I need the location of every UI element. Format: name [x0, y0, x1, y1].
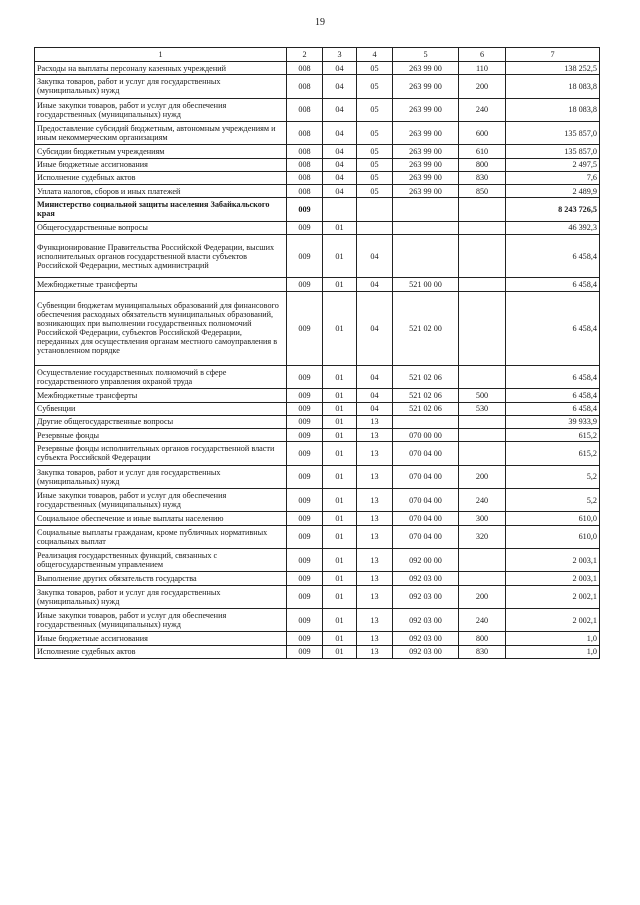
row-subsection-code: 13	[357, 429, 393, 442]
row-section-code: 01	[323, 512, 357, 525]
row-subsection-code: 13	[357, 548, 393, 571]
row-section-code: 04	[323, 184, 357, 197]
row-target-code: 263 99 00	[393, 75, 459, 98]
row-ministry-code: 008	[287, 184, 323, 197]
row-subsection-code: 13	[357, 632, 393, 645]
table-row	[35, 366, 600, 389]
row-amount: 2 003,1	[506, 572, 600, 585]
row-name: Выполнение других обязательств государства	[35, 572, 287, 585]
table-row	[35, 442, 600, 465]
row-ministry-code: 008	[287, 98, 323, 121]
table-row	[35, 234, 600, 278]
row-target-code: 521 02 00	[393, 291, 459, 365]
row-section-code: 01	[323, 645, 357, 658]
row-expense-type: 500	[459, 389, 506, 402]
row-target-code: 070 04 00	[393, 488, 459, 511]
row-target-code: 263 99 00	[393, 98, 459, 121]
budget-table	[34, 47, 600, 659]
row-ministry-code: 009	[287, 429, 323, 442]
row-section-code: 01	[323, 572, 357, 585]
row-ministry-code: 009	[287, 645, 323, 658]
table-row	[35, 121, 600, 144]
row-section-code: 01	[323, 608, 357, 631]
header-cell-7: 7	[506, 48, 600, 62]
table-row	[35, 632, 600, 645]
row-subsection-code	[357, 221, 393, 234]
row-amount: 6 458,4	[506, 278, 600, 291]
row-section-code: 04	[323, 171, 357, 184]
row-ministry-code: 009	[287, 442, 323, 465]
row-name: Другие общегосударственные вопросы	[35, 415, 287, 428]
row-subsection-code: 05	[357, 145, 393, 158]
row-amount: 1,0	[506, 645, 600, 658]
row-subsection-code: 05	[357, 98, 393, 121]
row-amount: 18 083,8	[506, 98, 600, 121]
row-section-code: 01	[323, 525, 357, 548]
row-target-code	[393, 234, 459, 278]
row-target-code: 263 99 00	[393, 171, 459, 184]
row-ministry-code: 009	[287, 572, 323, 585]
row-section-code: 01	[323, 415, 357, 428]
row-expense-type	[459, 415, 506, 428]
row-name: Министерство социальной защиты населения Забайкальского края	[35, 198, 287, 221]
row-name: Субвенции	[35, 402, 287, 415]
row-ministry-code: 008	[287, 158, 323, 171]
row-expense-type: 200	[459, 465, 506, 488]
row-target-code	[393, 415, 459, 428]
table-row	[35, 98, 600, 121]
row-name: Реализация государственных функций, связанных с общегосударственным управлением	[35, 548, 287, 571]
row-amount: 2 489,9	[506, 184, 600, 197]
row-expense-type: 610	[459, 145, 506, 158]
row-expense-type	[459, 291, 506, 365]
row-section-code: 01	[323, 548, 357, 571]
row-target-code: 263 99 00	[393, 184, 459, 197]
row-target-code: 070 04 00	[393, 442, 459, 465]
row-section-code: 04	[323, 98, 357, 121]
row-ministry-code: 009	[287, 198, 323, 221]
table-row	[35, 184, 600, 197]
row-amount: 39 933,9	[506, 415, 600, 428]
row-amount: 6 458,4	[506, 389, 600, 402]
row-target-code	[393, 221, 459, 234]
row-expense-type: 800	[459, 632, 506, 645]
row-ministry-code: 009	[287, 415, 323, 428]
row-amount: 5,2	[506, 465, 600, 488]
row-ministry-code: 009	[287, 525, 323, 548]
row-subsection-code: 13	[357, 645, 393, 658]
row-name: Закупка товаров, работ и услуг для государственных (муниципальных) нужд	[35, 465, 287, 488]
row-ministry-code: 009	[287, 512, 323, 525]
row-section-code: 04	[323, 145, 357, 158]
row-target-code: 092 03 00	[393, 585, 459, 608]
row-subsection-code: 05	[357, 62, 393, 75]
row-target-code: 521 02 06	[393, 366, 459, 389]
row-subsection-code: 05	[357, 75, 393, 98]
row-section-code	[323, 198, 357, 221]
row-name: Иные закупки товаров, работ и услуг для обеспечения государственных (муниципальных) нужд	[35, 488, 287, 511]
row-name: Резервные фонды	[35, 429, 287, 442]
row-section-code: 01	[323, 402, 357, 415]
row-amount: 6 458,4	[506, 234, 600, 278]
table-row	[35, 402, 600, 415]
row-expense-type: 200	[459, 585, 506, 608]
row-amount: 138 252,5	[506, 62, 600, 75]
row-expense-type	[459, 278, 506, 291]
row-name: Закупка товаров, работ и услуг для государственных (муниципальных) нужд	[35, 75, 287, 98]
row-name: Иные закупки товаров, работ и услуг для обеспечения государственных (муниципальных) нужд	[35, 608, 287, 631]
row-section-code: 01	[323, 442, 357, 465]
row-subsection-code: 13	[357, 512, 393, 525]
row-amount: 2 002,1	[506, 608, 600, 631]
row-expense-type: 830	[459, 645, 506, 658]
row-name: Функционирование Правительства Российской Федерации, высших исполнительных органов государственной власти субъектов Российской Федерации, местных администраций	[35, 234, 287, 278]
row-ministry-code: 008	[287, 75, 323, 98]
row-subsection-code	[357, 198, 393, 221]
table-row	[35, 512, 600, 525]
table-row	[35, 171, 600, 184]
row-expense-type: 320	[459, 525, 506, 548]
row-expense-type: 240	[459, 488, 506, 511]
row-subsection-code: 04	[357, 291, 393, 365]
row-subsection-code: 13	[357, 585, 393, 608]
row-section-code: 01	[323, 234, 357, 278]
header-row	[35, 48, 600, 62]
row-amount: 6 458,4	[506, 366, 600, 389]
header-cell-2: 2	[287, 48, 323, 62]
row-section-code: 01	[323, 429, 357, 442]
row-target-code: 521 00 00	[393, 278, 459, 291]
row-subsection-code: 13	[357, 525, 393, 548]
row-expense-type	[459, 572, 506, 585]
row-target-code: 263 99 00	[393, 145, 459, 158]
row-expense-type	[459, 234, 506, 278]
row-name: Иные бюджетные ассигнования	[35, 158, 287, 171]
row-name: Иные бюджетные ассигнования	[35, 632, 287, 645]
row-amount: 5,2	[506, 488, 600, 511]
row-name: Межбюджетные трансферты	[35, 389, 287, 402]
table-row	[35, 525, 600, 548]
row-section-code: 01	[323, 488, 357, 511]
table-row	[35, 488, 600, 511]
row-expense-type	[459, 366, 506, 389]
table-row	[35, 389, 600, 402]
table-row	[35, 585, 600, 608]
row-expense-type: 240	[459, 98, 506, 121]
row-ministry-code: 009	[287, 221, 323, 234]
row-target-code: 092 03 00	[393, 645, 459, 658]
row-amount: 1,0	[506, 632, 600, 645]
header-cell-4: 4	[357, 48, 393, 62]
row-subsection-code: 04	[357, 402, 393, 415]
row-target-code: 092 03 00	[393, 572, 459, 585]
row-ministry-code: 008	[287, 145, 323, 158]
row-section-code: 04	[323, 121, 357, 144]
row-ministry-code: 009	[287, 389, 323, 402]
row-subsection-code: 04	[357, 389, 393, 402]
row-expense-type: 850	[459, 184, 506, 197]
row-section-code: 01	[323, 465, 357, 488]
row-ministry-code: 008	[287, 121, 323, 144]
row-name: Предоставление субсидий бюджетным, автономным учреждениям и иным некоммерческим организациям	[35, 121, 287, 144]
row-section-code: 01	[323, 291, 357, 365]
table-row	[35, 548, 600, 571]
row-target-code: 263 99 00	[393, 62, 459, 75]
row-name: Общегосударственные вопросы	[35, 221, 287, 234]
row-amount: 2 497,5	[506, 158, 600, 171]
row-ministry-code: 009	[287, 366, 323, 389]
row-subsection-code: 05	[357, 184, 393, 197]
row-expense-type	[459, 429, 506, 442]
row-name: Исполнение судебных актов	[35, 645, 287, 658]
row-amount: 6 458,4	[506, 291, 600, 365]
row-ministry-code: 009	[287, 278, 323, 291]
row-expense-type: 110	[459, 62, 506, 75]
row-name: Субсидии бюджетным учреждениям	[35, 145, 287, 158]
row-expense-type: 300	[459, 512, 506, 525]
row-target-code: 521 02 06	[393, 402, 459, 415]
row-amount: 610,0	[506, 512, 600, 525]
row-subsection-code: 13	[357, 465, 393, 488]
row-expense-type	[459, 548, 506, 571]
row-ministry-code: 009	[287, 291, 323, 365]
row-amount: 615,2	[506, 429, 600, 442]
row-ministry-code: 009	[287, 465, 323, 488]
row-target-code: 070 04 00	[393, 465, 459, 488]
table-row	[35, 465, 600, 488]
row-section-code: 04	[323, 62, 357, 75]
row-name: Осуществление государственных полномочий в сфере государственного управления охраной труда	[35, 366, 287, 389]
table-row	[35, 221, 600, 234]
row-amount: 2 002,1	[506, 585, 600, 608]
row-amount: 8 243 726,5	[506, 198, 600, 221]
row-name: Исполнение судебных актов	[35, 171, 287, 184]
row-subsection-code: 04	[357, 234, 393, 278]
row-ministry-code: 009	[287, 585, 323, 608]
row-amount: 7,6	[506, 171, 600, 184]
row-expense-type	[459, 198, 506, 221]
header-cell-5: 5	[393, 48, 459, 62]
header-cell-6: 6	[459, 48, 506, 62]
table-row	[35, 198, 600, 221]
row-ministry-code: 008	[287, 62, 323, 75]
row-expense-type: 830	[459, 171, 506, 184]
row-expense-type	[459, 442, 506, 465]
row-amount: 135 857,0	[506, 121, 600, 144]
row-section-code: 01	[323, 278, 357, 291]
row-ministry-code: 008	[287, 171, 323, 184]
row-target-code: 263 99 00	[393, 121, 459, 144]
table-row	[35, 62, 600, 75]
table-row	[35, 75, 600, 98]
header-cell-3: 3	[323, 48, 357, 62]
row-subsection-code: 05	[357, 158, 393, 171]
row-amount: 46 392,3	[506, 221, 600, 234]
table-row	[35, 158, 600, 171]
row-amount: 6 458,4	[506, 402, 600, 415]
row-amount: 615,2	[506, 442, 600, 465]
row-target-code: 092 00 00	[393, 548, 459, 571]
row-target-code: 070 04 00	[393, 512, 459, 525]
row-name: Социальные выплаты гражданам, кроме публичных нормативных социальных выплат	[35, 525, 287, 548]
row-target-code: 070 00 00	[393, 429, 459, 442]
row-name: Межбюджетные трансферты	[35, 278, 287, 291]
row-target-code: 521 02 06	[393, 389, 459, 402]
row-subsection-code: 13	[357, 608, 393, 631]
row-subsection-code: 04	[357, 366, 393, 389]
row-ministry-code: 009	[287, 548, 323, 571]
row-amount: 610,0	[506, 525, 600, 548]
row-amount: 18 083,8	[506, 75, 600, 98]
row-name: Социальное обеспечение и иные выплаты населению	[35, 512, 287, 525]
row-subsection-code: 13	[357, 415, 393, 428]
row-section-code: 01	[323, 632, 357, 645]
table-row	[35, 645, 600, 658]
row-target-code: 092 03 00	[393, 632, 459, 645]
page-number: 19	[315, 17, 325, 28]
row-expense-type: 200	[459, 75, 506, 98]
row-name: Резервные фонды исполнительных органов государственной власти субъекта Российской Федерации	[35, 442, 287, 465]
row-name: Иные закупки товаров, работ и услуг для обеспечения государственных (муниципальных) нужд	[35, 98, 287, 121]
table-row	[35, 572, 600, 585]
header-cell-1: 1	[35, 48, 287, 62]
row-section-code: 01	[323, 221, 357, 234]
row-target-code: 263 99 00	[393, 158, 459, 171]
row-amount: 135 857,0	[506, 145, 600, 158]
row-target-code	[393, 198, 459, 221]
table-row	[35, 291, 600, 365]
row-name: Субвенции бюджетам муниципальных образований для финансового обеспечения расходных обязательств муниципальных образований, возникающих при выполнении государственных полномочий Российской Федерации, субъектов Российской Федерации, переданных для осуществления органам местного самоуправления в установленном порядке	[35, 291, 287, 365]
row-name: Расходы на выплаты персоналу казенных учреждений	[35, 62, 287, 75]
row-ministry-code: 009	[287, 488, 323, 511]
row-section-code: 04	[323, 75, 357, 98]
row-expense-type: 600	[459, 121, 506, 144]
row-subsection-code: 13	[357, 442, 393, 465]
row-section-code: 04	[323, 158, 357, 171]
row-section-code: 01	[323, 366, 357, 389]
row-expense-type: 240	[459, 608, 506, 631]
row-ministry-code: 009	[287, 402, 323, 415]
table-row	[35, 278, 600, 291]
row-expense-type	[459, 221, 506, 234]
row-target-code: 070 04 00	[393, 525, 459, 548]
row-ministry-code: 009	[287, 608, 323, 631]
row-subsection-code: 13	[357, 488, 393, 511]
row-subsection-code: 05	[357, 121, 393, 144]
row-name: Уплата налогов, сборов и иных платежей	[35, 184, 287, 197]
table-row	[35, 145, 600, 158]
row-expense-type: 530	[459, 402, 506, 415]
table-row	[35, 415, 600, 428]
table-row	[35, 429, 600, 442]
row-subsection-code: 04	[357, 278, 393, 291]
row-section-code: 01	[323, 585, 357, 608]
row-target-code: 092 03 00	[393, 608, 459, 631]
row-subsection-code: 13	[357, 572, 393, 585]
row-section-code: 01	[323, 389, 357, 402]
row-ministry-code: 009	[287, 632, 323, 645]
row-expense-type: 800	[459, 158, 506, 171]
table-row	[35, 608, 600, 631]
row-name: Закупка товаров, работ и услуг для государственных (муниципальных) нужд	[35, 585, 287, 608]
row-ministry-code: 009	[287, 234, 323, 278]
row-subsection-code: 05	[357, 171, 393, 184]
row-amount: 2 003,1	[506, 548, 600, 571]
